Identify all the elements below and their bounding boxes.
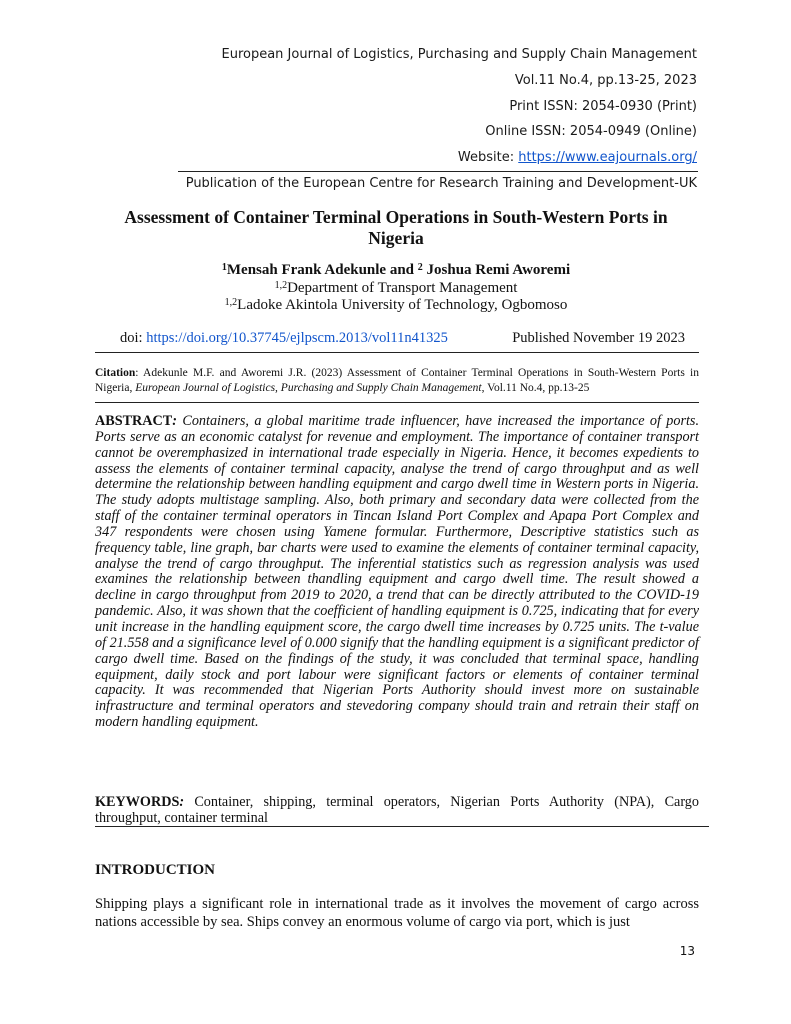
journal-name: European Journal of Logistics, Purchasing and Supply Chain Management [221,47,697,62]
doi-line [120,330,448,347]
doi-label: doi: [120,330,147,346]
author2: Joshua Remi Aworemi [422,262,571,278]
online-issn: Online ISSN: 2054-0949 (Online) [485,124,697,139]
website-line [458,150,697,166]
abstract [95,414,699,731]
citation-divider [95,402,699,403]
paper-title: Assessment of Container Terminal Operations in South-Western Ports in Nigeria [124,207,668,248]
citation-text: : Adekunle M.F. and Aworemi J.R. (2023) Assessment of Container Terminal Operations in South-Western Ports in Nigeria, [95,367,699,394]
keywords [95,794,699,826]
citation-journal: European Journal of Logistics, Purchasing and Supply Chain Management [135,382,482,394]
website-link[interactable]: https://www.eajournals.org/ [518,150,697,165]
authors-line [96,262,696,279]
citation [95,366,699,396]
author2-sup: 2 [417,262,423,273]
abstract-colon: : [172,413,183,429]
website-label: Website: [457,150,519,165]
doi-divider [95,352,699,353]
affiliation-university [96,297,696,314]
introduction-text: Shipping plays a significant role in international trade as it involves the movement of cargo across nations accessible by sea. Ships convey an enormous volume of cargo via port, which is just [95,896,699,930]
affil2-sup: 1,2 [224,297,238,308]
affil1-text: Department of Transport Management [287,280,518,296]
keywords-divider [95,826,709,827]
keywords-colon: : [179,794,195,810]
header-divider [178,171,698,172]
keywords-label: KEYWORDS [95,794,180,810]
affiliation-department [96,280,696,297]
citation-label: Citation [95,367,136,379]
page-number: 13 [679,944,695,958]
volume-info: Vol.11 No.4, pp.13-25, 2023 [514,73,697,88]
citation-pages: , Vol.11 No.4, pp.13-25 [481,382,590,394]
keywords-text: Container, shipping, terminal operators, Nigerian Ports Authority (NPA), Cargo throughput, container terminal [95,794,699,826]
published-date: Published November 19 2023 [512,330,685,346]
print-issn: Print ISSN: 2054-0930 (Print) [509,99,697,114]
publisher-line: Publication of the European Centre for Research Training and Development-UK [185,176,697,191]
abstract-text: Containers, a global maritime trade influencer, have increased the importance of ports. Ports serve as an economic catalyst for revenue and employment. The importance of container transport cannot be overemphasized in international trade especially in Nigeria. Hence, it becomes expedients to assess the elements of container terminal capacity, analyse the trend of cargo throughput and as well determine the relationship between handling equipment and cargo dwell time in Western ports in Nigeria. The study adopts multistage sampling. Also, both primary and secondary data were collected from the staff of the container terminal operators in Tincan Island Port Complex and Apapa Port Complex and 347 respondents were chosen using Yamene formular. Furthermore, Descriptive statistics such as frequency table, line graph, bar charts were used to examine the elements of container terminal capacity, analyse the trend of cargo throughput. The inferential statistics such as regression analysis was used examines the relationship between thandling equipment and cargo dwell time. The result showed a decline in cargo throughput from 2019 to 2020, a trend that can be directly attributed to the COVID-19 pandemic. Also, it was shown that the coefficient of handling equipment is 0.725, indicating that for every unit increase in the handling equipment score, the cargo dwell time increases by 0.725 units. The t-value of 21.558 and a significance level of 0.000 signify that the handling equipment is a significant predictor of cargo dwell time. Based on the findings of the study, it was concluded that terminal space, handling equipment, daily stock and port labour were significant factors or elements of container terminal capacity. It was recommended that Nigerian Ports Authority should invest more on sustainable infrastructure and terminal operators and stevedoring company should train and retrain their staff on modern handling equipment. [95,413,700,731]
author1-sup: 1 [221,262,227,273]
abstract-label: ABSTRACT [95,413,173,429]
doi-link[interactable]: https://doi.org/10.37745/ejlpscm.2013/vol11n41325 [146,330,448,346]
affil2-text: Ladoke Akintola University of Technology, Ogbomoso [237,297,568,313]
affil1-sup: 1,2 [274,280,288,291]
author1: Mensah Frank Adekunle and [226,262,418,278]
introduction-heading: INTRODUCTION [95,862,216,878]
